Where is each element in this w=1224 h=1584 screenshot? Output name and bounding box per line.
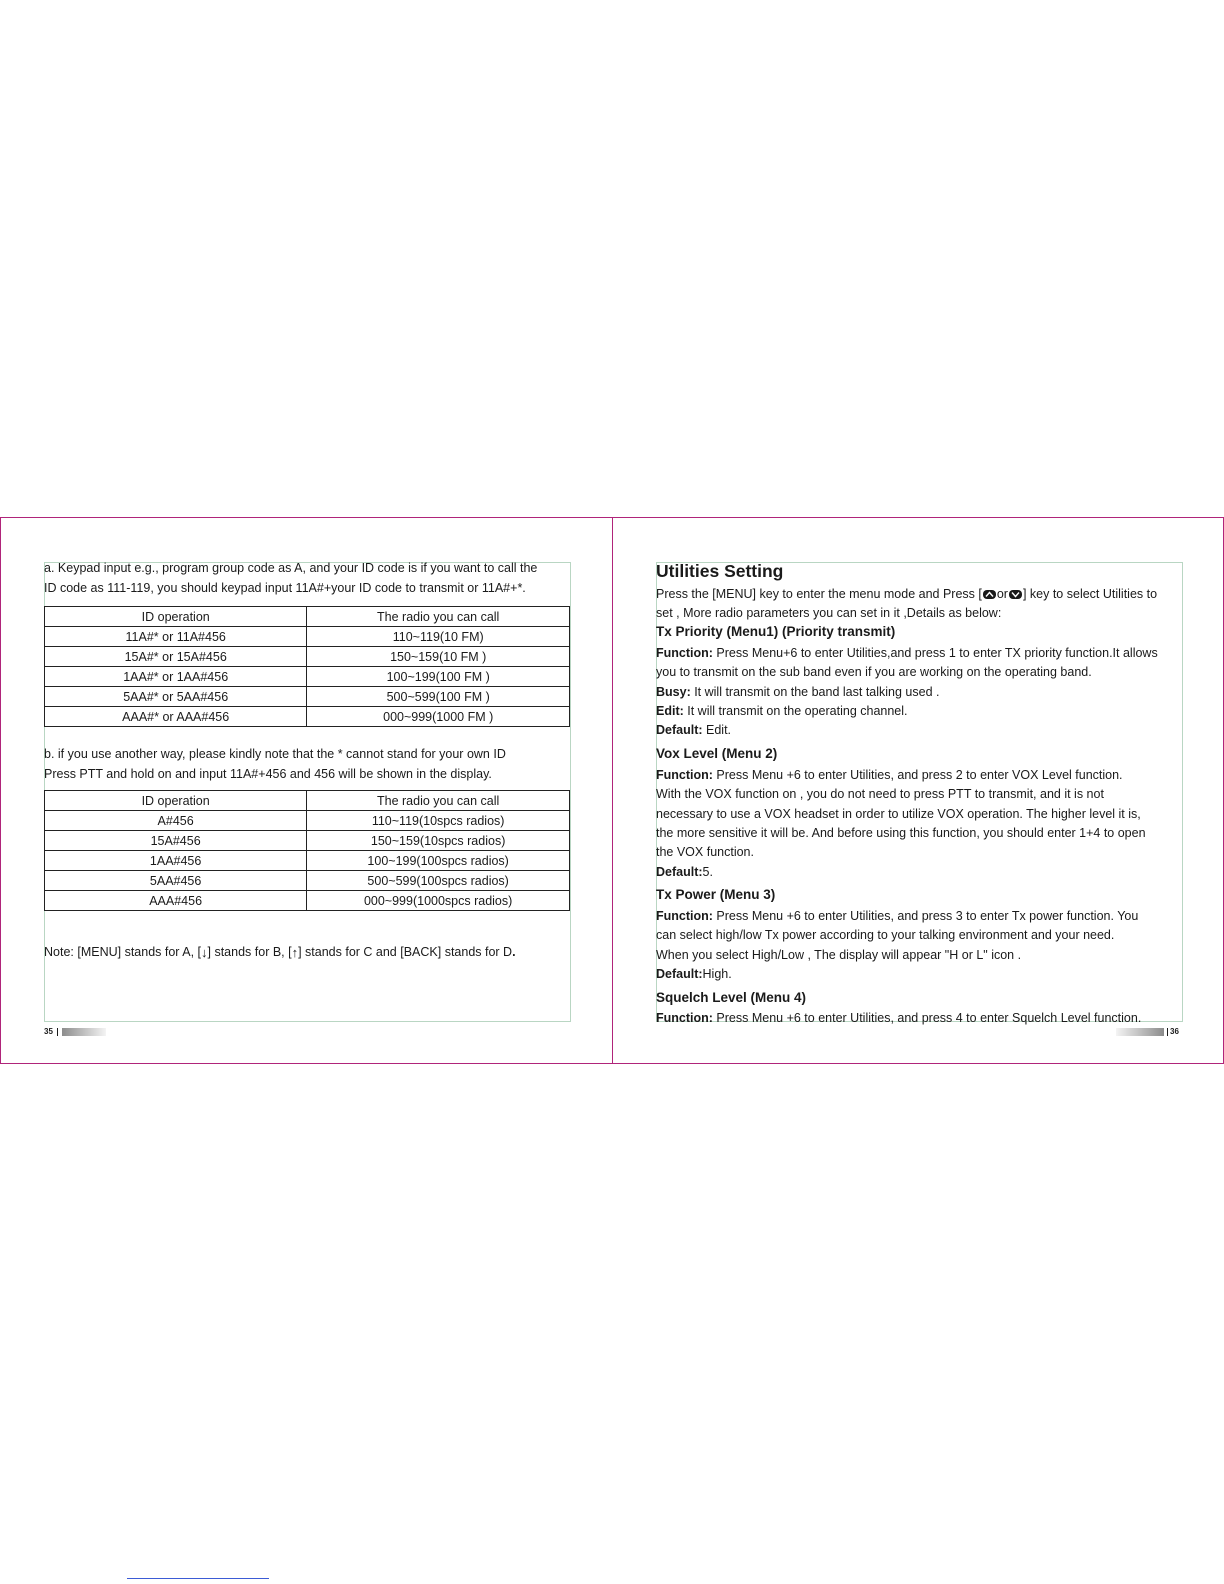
default-text: High.: [702, 967, 732, 981]
table-cell: 500~599(100spcs radios): [307, 871, 570, 891]
note-end: .: [512, 945, 516, 959]
function-text: Press Menu +6 to enter Utilities, and press 2 to enter VOX Level function.: [712, 768, 1123, 782]
tx-priority-edit: [656, 702, 908, 721]
edit-label: Edit:: [656, 704, 684, 718]
table-cell: 1AA#456: [45, 851, 307, 871]
table-header-cell: ID operation: [45, 791, 307, 811]
heading-squelch-level: Squelch Level (Menu 4): [656, 990, 807, 1005]
table-header-cell: The radio you can call: [307, 791, 570, 811]
tx-priority-default: [656, 721, 731, 740]
function-text: Press Menu +6 to enter Utilities, and press 4 to enter Squelch Level function.: [712, 1011, 1142, 1025]
para-b-line-2: Press PTT and hold on and input 11A#+456 and 456 will be shown in the display.: [44, 767, 492, 781]
busy-label: Busy:: [656, 685, 691, 699]
tx-power-body-line: When you select High/Low , The display will appear "H or L" icon .: [656, 948, 1022, 962]
table-cell: 000~999(1000 FM ): [307, 707, 570, 727]
trim-line-center: [612, 517, 613, 1064]
function-label: Function:: [656, 768, 713, 782]
table-row: [45, 647, 570, 667]
id-table-fm: [44, 606, 570, 727]
page-number-left: 35: [44, 1027, 53, 1036]
page-number-separator: [1167, 1028, 1168, 1036]
table-row: [45, 871, 570, 891]
trim-line-left: [0, 517, 1, 1064]
section-title: Utilities Setting: [656, 561, 784, 581]
table-cell: A#456: [45, 811, 307, 831]
table-cell: 150~159(10 FM ): [307, 647, 570, 667]
table-header-cell: ID operation: [45, 607, 307, 627]
bottom-underline: [127, 1578, 269, 1579]
intro-line-1: [656, 585, 1157, 604]
down-key-icon: [1009, 590, 1022, 599]
note-text-2: ] stands for B, [: [207, 945, 292, 959]
table-row: [45, 811, 570, 831]
note-text-1: Note: [MENU] stands for A, [: [44, 945, 202, 959]
para-a-line-1: [44, 559, 537, 578]
table-cell: 100~199(100 FM ): [307, 667, 570, 687]
table-cell: 5AA#456: [45, 871, 307, 891]
default-text: Edit.: [702, 723, 732, 737]
para-a-line-2: ID code as 111-119, you should keypad input 11A#+your ID code to transmit or 11A#+*.: [44, 581, 526, 595]
table-row: [45, 627, 570, 647]
heading-tx-power: Tx Power (Menu 3): [656, 887, 776, 902]
function-text: Press Menu+6 to enter Utilities,and press 1 to enter TX priority function.It allows: [712, 646, 1158, 660]
edit-text: It will transmit on the operating channel.: [683, 704, 908, 718]
table-cell: 11A#* or 11A#456: [45, 627, 307, 647]
tx-priority-function-line-1: [656, 644, 1158, 663]
page-number-right: 36: [1170, 1027, 1179, 1036]
intro-line-2: set , More radio parameters you can set in it ,Details as below:: [656, 606, 1002, 620]
tx-priority-function-line-2: you to transmit on the sub band even if you are working on the operating band.: [656, 665, 1092, 679]
table-cell: 100~199(100spcs radios): [307, 851, 570, 871]
table-cell: 15A#* or 15A#456: [45, 647, 307, 667]
table-cell: 15A#456: [45, 831, 307, 851]
table-row: [45, 891, 570, 911]
intro-or: or: [996, 587, 1008, 601]
tx-power-default: [656, 965, 732, 984]
table-cell: 000~999(1000spcs radios): [307, 891, 570, 911]
table-cell: 5AA#* or 5AA#456: [45, 687, 307, 707]
function-label: Function:: [656, 646, 713, 660]
id-table-radios: [44, 790, 570, 911]
default-label: Default:: [656, 967, 703, 981]
function-text: Press Menu +6 to enter Utilities, and press 3 to enter Tx power function. You: [712, 909, 1139, 923]
table-header-cell: The radio you can call: [307, 607, 570, 627]
arrow-down-icon: ↓: [201, 944, 208, 960]
vox-default: [656, 863, 713, 882]
note-text-3: ] stands for C and [BACK] stands for D: [298, 945, 513, 959]
table-cell: 150~159(10spcs radios): [307, 831, 570, 851]
table-row: [45, 687, 570, 707]
table-cell: 1AA#* or 1AA#456: [45, 667, 307, 687]
page-number-bar: [1116, 1028, 1164, 1036]
vox-body-line: the VOX function.: [656, 845, 754, 859]
table-cell: AAA#* or AAA#456: [45, 707, 307, 727]
vox-body-line: necessary to use a VOX headset in order to utilize VOX operation. The higher level it is,: [656, 807, 1141, 821]
vox-body-line: With the VOX function on , you do not need to press PTT to transmit, and it is not: [656, 787, 1104, 801]
page-number-bar: [62, 1028, 106, 1036]
table-row: [45, 707, 570, 727]
table-header-row: [45, 791, 570, 811]
function-label: Function:: [656, 909, 713, 923]
intro-text-2: ] key to select Utilities to: [1022, 587, 1158, 601]
table-row: [45, 667, 570, 687]
heading-vox-level: Vox Level (Menu 2): [656, 746, 778, 761]
page-number-separator: [57, 1028, 58, 1036]
default-text: 5.: [702, 865, 713, 879]
table-cell: AAA#456: [45, 891, 307, 911]
squelch-function-line-1: [656, 1009, 1141, 1028]
para-b-line-1: b. if you use another way, please kindly note that the * cannot stand for your own ID: [44, 747, 506, 761]
default-label: Default:: [656, 865, 703, 879]
heading-tx-priority: Tx Priority (Menu1) (Priority transmit): [656, 624, 896, 639]
vox-body-line: the more sensitive it will be. And before using this function, you should enter 1+4 to open: [656, 826, 1146, 840]
table-row: [45, 851, 570, 871]
vox-function-line-1: [656, 766, 1123, 785]
table-header-row: [45, 607, 570, 627]
intro-text-1: Press the [MENU] key to enter the menu mode and Press [: [656, 587, 982, 601]
table-cell: 110~119(10spcs radios): [307, 811, 570, 831]
table-cell: 500~599(100 FM ): [307, 687, 570, 707]
up-key-icon: [983, 590, 996, 599]
table-cell: 110~119(10 FM): [307, 627, 570, 647]
tx-power-function-line-1: [656, 907, 1138, 926]
table-row: [45, 831, 570, 851]
arrow-up-icon: ↑: [291, 944, 299, 960]
busy-text: It will transmit on the band last talking used .: [690, 685, 940, 699]
para-a-line-1-text: . Keypad input e.g., program group code as A, and your ID code is if you want to call the: [50, 561, 538, 575]
tx-power-body-line: can select high/low Tx power according to your talking environment and your need.: [656, 928, 1115, 942]
function-label: Function:: [656, 1011, 713, 1025]
default-label: Default:: [656, 723, 703, 737]
key-mapping-note: [44, 943, 516, 962]
tx-priority-busy: [656, 683, 939, 702]
para-a-letter: a: [44, 561, 51, 575]
